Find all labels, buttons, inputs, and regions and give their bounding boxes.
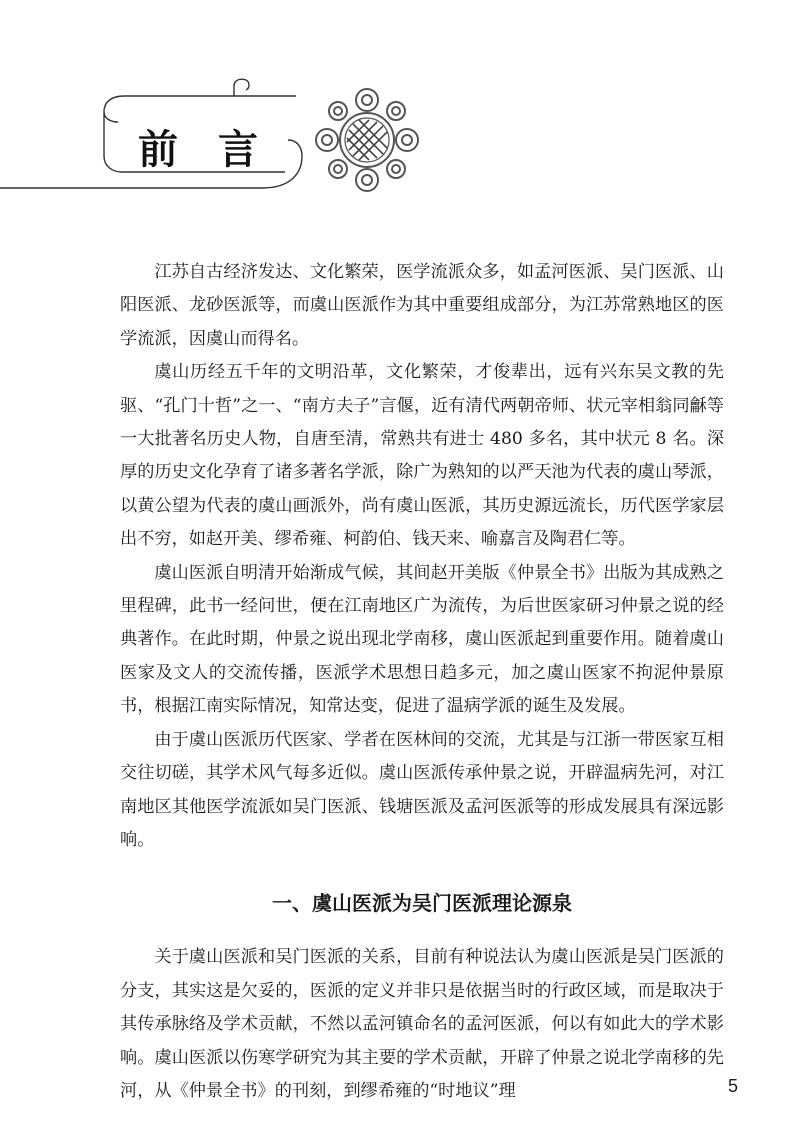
section-heading: 一、虞山医派为吴门医派理论源泉	[272, 891, 572, 916]
frame-line	[104, 96, 296, 112]
medallion-icon	[316, 89, 418, 191]
paragraph: 虞山医派自明清开始渐成气候，其间赵开美版《仲景全书》出版为其成熟之里程碑，此书一经问世，便在江南地区广为流传，为后世医家研习仲景之说的经典著作。在此时期，仲景之说出现北学南移，虞山医派起到重要作用。随着虞山医家及文人的交流传播，医派学术思想日趋多元，加之虞山医家不拘泥仲景原书，根据江南实际情况，知常达变，促进了温病学派的诞生及发展。	[120, 562, 724, 717]
page-title: 前言	[138, 126, 298, 173]
paragraph: 虞山历经五千年的文明沿革，文化繁荣，才俊辈出，远有兴东吴文教的先驱、“孔门十哲”之一、“南方夫子”言偃，近有清代两朝帝师、状元宰相翁同龢等一大批著名历史人物，自唐至清，常熟共有进士 480 多名，其中状元 8 名。深厚的历史文化孕育了诸多著名学派，除广为熟知的以严天池为代表的虞山琴派，以黄公望为代表的虞山画派外，尚有虞山医派，其历史源远流长，历代医学家层出不穷，如赵开美、缪希雍、柯韵伯、钱天来、喻嘉言及陶君仁等。	[120, 362, 724, 550]
paragraph: 江苏自古经济发达、文化繁荣，医学流派众多，如孟河医派、吴门医派、山阳医派、龙砂医派等，而虞山医派作为其中重要组成部分，为江苏常熟地区的医学流派，因虞山而得名。	[120, 262, 724, 349]
paragraph: 由于虞山医派历代医家、学者在医林间的交流，尤其是与江浙一带医家互相交往切磋，其学术风气每多近似。虞山医派传承仲景之说，开辟温病先河，对江南地区其他医学流派如吴门医派、钱塘医派及孟河医派等的形成发展具有深远影响。	[120, 729, 724, 850]
header-ornament	[0, 0, 800, 210]
body-text	[120, 256, 724, 1108]
frame-line	[234, 79, 249, 96]
paragraph: 关于虞山医派和吴门医派的关系，目前有种说法认为虞山医派是吴门医派的分支，其实这是欠妥的，医派的定义并非只是依据当时的行政区域，而是取决于其传承脉络及学术贡献，不然以孟河镇命名的孟河医派，何以有如此大的学术影响。虞山医派以伤寒学研究为其主要的学术贡献，开辟了仲景之说北学南移的先河，从《仲景全书》的刊刻，到缪希雍的“时地议”理	[120, 947, 724, 1101]
page-number: 5	[728, 1076, 739, 1096]
frame-line	[104, 112, 118, 122]
